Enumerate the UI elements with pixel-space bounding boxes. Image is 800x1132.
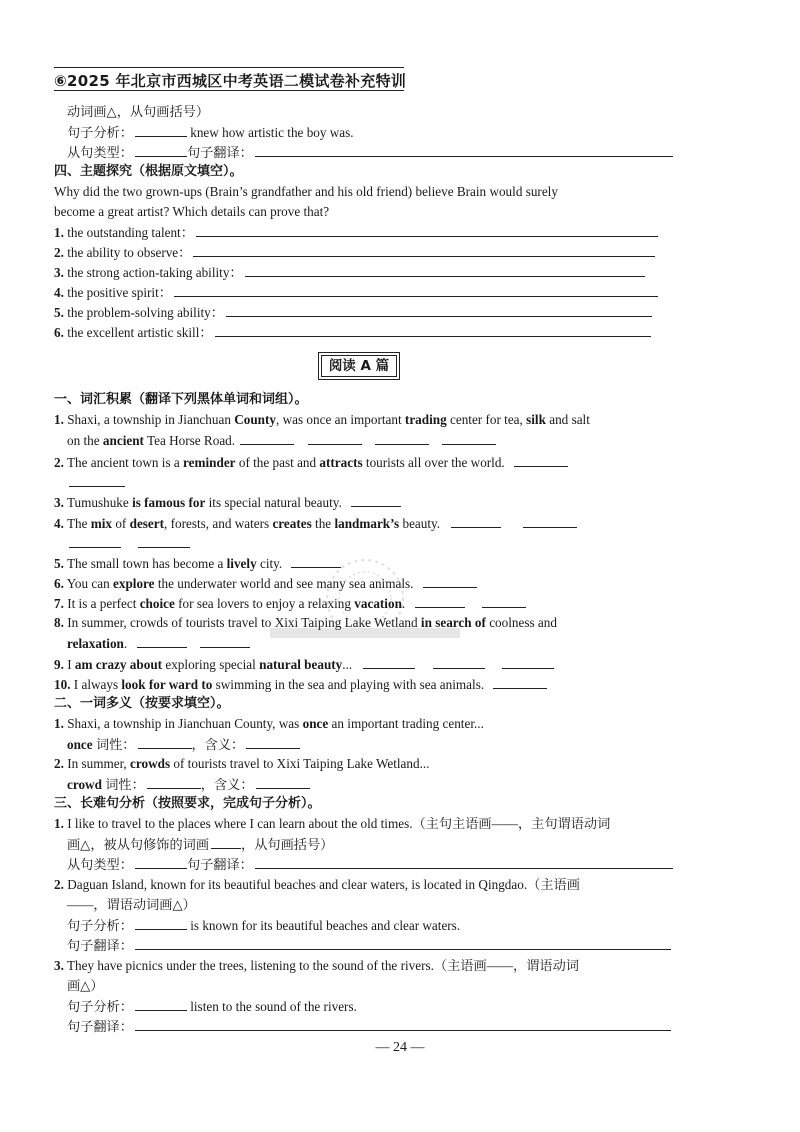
blank[interactable] bbox=[196, 222, 658, 237]
list-item: 1. the outstanding talent： bbox=[54, 222, 674, 243]
blank[interactable] bbox=[135, 915, 187, 930]
blank[interactable] bbox=[138, 734, 192, 749]
analysis-line: 句子分析： knew how artistic the boy was. bbox=[67, 122, 687, 143]
list-item: 5. the problem-solving ability： bbox=[54, 302, 674, 323]
blank[interactable] bbox=[375, 430, 429, 445]
vocab-sentence: 8. In summer, crowds of tourists travel to Xixi Taiping Lake Wetland in search of coolness and bbox=[54, 615, 557, 630]
reading-title: 阅读 A 篇 bbox=[328, 358, 390, 374]
blank[interactable] bbox=[135, 996, 187, 1011]
blank[interactable] bbox=[256, 774, 310, 789]
analysis-question-cont: 画△） bbox=[67, 978, 104, 993]
blank[interactable] bbox=[442, 430, 496, 445]
analysis-fill: 句子翻译： bbox=[67, 1016, 687, 1037]
vocab-sentence: 4. The mix of desert, forests, and waters creates the landmark’s beauty. bbox=[54, 513, 674, 534]
polysemy-fill: once 词性： ，含义： bbox=[67, 734, 687, 755]
blank[interactable] bbox=[226, 302, 652, 317]
analysis-question-cont: ——，谓语动词画△） bbox=[67, 897, 196, 912]
analysis-question: 1. I like to travel to the places where I can learn about the old times.（主句主语画——，主句谓语动词 bbox=[54, 816, 611, 831]
blank[interactable] bbox=[174, 282, 658, 297]
blank[interactable] bbox=[291, 553, 341, 568]
vocab-sentence: 2. The ancient town is a reminder of the past and attracts tourists all over the world. bbox=[54, 452, 674, 473]
vocab-sentence: 7. It is a perfect choice for sea lovers to enjoy a relaxing vacation. bbox=[54, 593, 674, 614]
blank[interactable] bbox=[69, 472, 125, 487]
list-item: 6. the excellent artistic skill： bbox=[54, 322, 674, 343]
blank[interactable] bbox=[137, 633, 187, 648]
continuation-line: 动词画△，从句画括号） bbox=[67, 104, 210, 119]
blank[interactable] bbox=[423, 573, 477, 588]
blank[interactable] bbox=[240, 430, 294, 445]
blank[interactable] bbox=[246, 734, 300, 749]
polysemy-fill: crowd 词性： ，含义： bbox=[67, 774, 687, 795]
analysis-fill: 从句类型： 句子翻译： bbox=[67, 854, 687, 875]
list-item: 3. the strong action-taking ability： bbox=[54, 262, 674, 283]
vocab-blank-line bbox=[67, 472, 687, 493]
vocab-sentence: 3. Tumushuke is famous for its special natural beauty. bbox=[54, 492, 674, 513]
blank[interactable] bbox=[502, 654, 554, 669]
section4-heading: 四、主题探究（根据原文填空）。 bbox=[54, 164, 243, 179]
polysemy-sentence: 2. In summer, crowds of tourists travel to Xixi Taiping Lake Wetland... bbox=[54, 756, 430, 771]
section2-heading: 二、一词多义（按要求填空）。 bbox=[54, 696, 230, 711]
analysis-question-cont: 画△，被从句修饰的词画 ，从句画括号） bbox=[67, 834, 687, 855]
blank[interactable] bbox=[433, 654, 485, 669]
reading-title-inner-border bbox=[321, 355, 397, 377]
section1-heading: 一、词汇积累（翻译下列黑体单词和词组）。 bbox=[54, 392, 308, 407]
blank[interactable] bbox=[135, 854, 187, 869]
blank[interactable] bbox=[200, 633, 250, 648]
header bbox=[54, 70, 407, 91]
blank[interactable] bbox=[135, 1016, 671, 1031]
blank[interactable] bbox=[138, 533, 190, 548]
blank[interactable] bbox=[415, 593, 465, 608]
vocab-sentence: 6. You can explore the underwater world and see many sea animals. bbox=[54, 573, 674, 594]
analysis-fill: 句子分析： listen to the sound of the rivers. bbox=[67, 996, 687, 1017]
blank[interactable] bbox=[482, 593, 526, 608]
blank[interactable] bbox=[211, 834, 241, 849]
blank[interactable] bbox=[308, 430, 362, 445]
blank[interactable] bbox=[523, 513, 577, 528]
header-bottom-rule bbox=[54, 90, 404, 91]
blank[interactable] bbox=[245, 262, 645, 277]
analysis-question: 3. They have picnics under the trees, listening to the sound of the rivers.（主语画——，谓语动词 bbox=[54, 958, 579, 973]
list-item: 4. the positive spirit： bbox=[54, 282, 674, 303]
blank[interactable] bbox=[255, 142, 673, 157]
vocab-blank-line bbox=[67, 533, 687, 554]
vocab-sentence-cont: relaxation. bbox=[67, 633, 687, 654]
section3-heading: 三、长难句分析（按照要求，完成句子分析）。 bbox=[54, 796, 321, 811]
header-top-rule bbox=[54, 67, 404, 68]
blank[interactable] bbox=[135, 935, 671, 950]
blank[interactable] bbox=[193, 242, 655, 257]
blank[interactable] bbox=[135, 122, 187, 137]
analysis-question: 2. Daguan Island, known for its beautiful beaches and clear waters, is located in Qingdao.（主语画 bbox=[54, 877, 580, 892]
blank[interactable] bbox=[135, 142, 187, 157]
vocab-sentence: 9. I am crazy about exploring special natural beauty... bbox=[54, 654, 674, 675]
polysemy-sentence: 1. Shaxi, a township in Jianchuan County, was once an important trading center... bbox=[54, 716, 484, 731]
clause-type-line: 从句类型： 句子翻译： bbox=[67, 142, 687, 163]
section4-question: Why did the two grown-ups (Brain’s grandfather and his old friend) believe Brain would surely bbox=[54, 184, 558, 199]
analysis-fill: 句子翻译： bbox=[67, 935, 687, 956]
blank[interactable] bbox=[69, 533, 121, 548]
vocab-sentence: 1. Shaxi, a township in Jianchuan County, was once an important trading center for tea, silk and salt bbox=[54, 412, 590, 427]
blank[interactable] bbox=[514, 452, 568, 467]
section4-question: become a great artist? Which details can prove that? bbox=[54, 204, 330, 219]
blank[interactable] bbox=[255, 854, 673, 869]
page-title: ⑥2025 年北京市西城区中考英语二模试卷补充特训 bbox=[54, 72, 407, 90]
page-number: — 24 — bbox=[375, 1040, 425, 1055]
reading-title-box bbox=[318, 352, 400, 380]
vocab-sentence: 5. The small town has become a lively city. bbox=[54, 553, 674, 574]
blank[interactable] bbox=[215, 322, 651, 337]
analysis-fill: 句子分析： is known for its beautiful beaches and clear waters. bbox=[67, 915, 687, 936]
blank[interactable] bbox=[451, 513, 501, 528]
blank[interactable] bbox=[363, 654, 415, 669]
vocab-sentence-cont: on the ancient Tea Horse Road. bbox=[67, 430, 687, 451]
blank[interactable] bbox=[493, 674, 547, 689]
vocab-sentence: 10. I always look for ward to swimming in the sea and playing with sea animals. bbox=[54, 674, 674, 695]
list-item: 2. the ability to observe： bbox=[54, 242, 674, 263]
blank[interactable] bbox=[147, 774, 201, 789]
blank[interactable] bbox=[351, 492, 401, 507]
